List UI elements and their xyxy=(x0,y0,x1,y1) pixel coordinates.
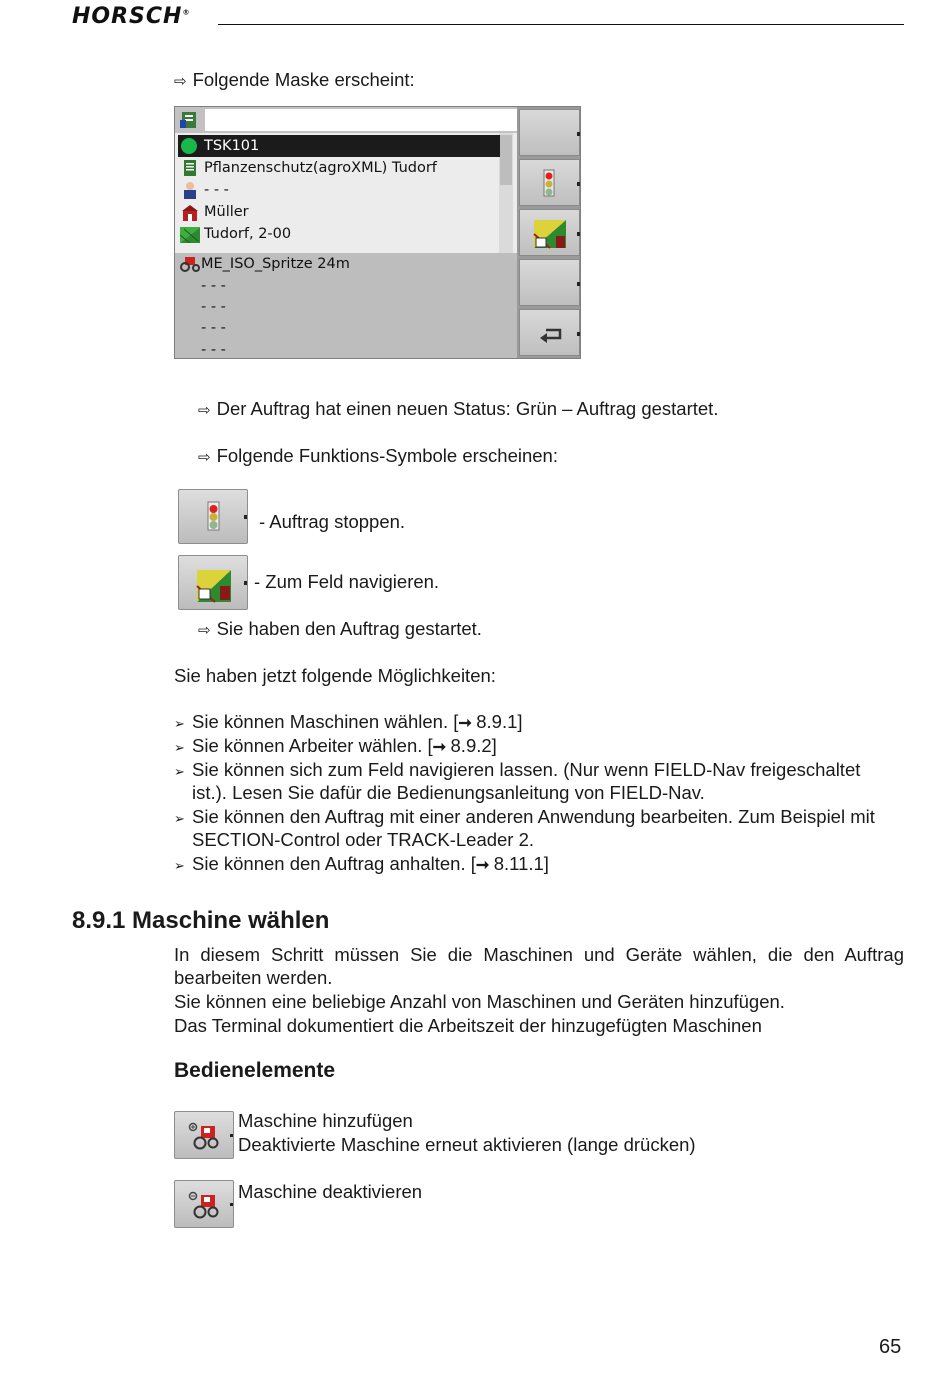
result-started-line: ⇨ Sie haben den Auftrag gestartet. xyxy=(198,618,482,639)
possibilities-intro: Sie haben jetzt folgende Möglichkeiten: xyxy=(174,665,496,686)
status-green-icon xyxy=(180,137,200,155)
traffic-light-icon xyxy=(179,490,247,543)
add-machine-icon xyxy=(175,1112,233,1158)
stop-task-button[interactable] xyxy=(178,489,248,544)
machine-row-empty: - - - xyxy=(201,299,226,315)
navigate-field-description: - Zum Feld navigieren. xyxy=(254,571,440,592)
bullet-arrow-icon: ➢ xyxy=(174,764,185,779)
task-name-row[interactable]: TSK101 xyxy=(178,135,500,157)
section-paragraph: Sie können eine beliebige Anzahl von Maschinen und Geräten hinzufügen. xyxy=(174,991,785,1012)
result-arrow-icon: ⇨ xyxy=(198,402,211,419)
bullet-arrow-icon: ➢ xyxy=(174,740,185,755)
add-machine-button[interactable] xyxy=(174,1111,234,1159)
result-arrow-icon: ⇨ xyxy=(174,73,187,90)
deactivate-machine-icon xyxy=(175,1181,233,1227)
scrollbar-thumb[interactable] xyxy=(500,135,512,185)
header-rule xyxy=(218,24,904,25)
deactivate-machine-label: Maschine deaktivieren xyxy=(238,1181,423,1202)
page-number: 65 xyxy=(879,1336,902,1358)
terminal-title-field xyxy=(205,109,517,131)
traffic-light-icon xyxy=(520,160,581,207)
result-arrow-icon: ⇨ xyxy=(198,449,211,466)
return-icon xyxy=(520,310,581,357)
horsch-logo: HORSCH® xyxy=(72,4,191,29)
section-paragraph: bearbeiten werden. xyxy=(174,967,333,988)
navigate-field-button[interactable] xyxy=(178,555,248,610)
section-heading: 8.9.1 Maschine wählen xyxy=(72,907,330,934)
section-paragraph: In diesem Schritt müssen Sie die Maschinen und Geräte wählen, die den Auftrag xyxy=(174,944,904,965)
field-navigation-icon xyxy=(179,556,247,609)
bullet-item: ➢ Sie können Arbeiter wählen. [➞ 8.9.2] xyxy=(174,734,497,760)
result-status-line: ⇨ Der Auftrag hat einen neuen Status: Grün – Auftrag gestartet. xyxy=(198,398,719,419)
customer-row[interactable]: Pflanzenschutz(agroXML) Tudorf xyxy=(178,157,500,179)
field-row[interactable]: Tudorf, 2-00 xyxy=(178,223,500,245)
bullet-arrow-icon: ➢ xyxy=(174,858,185,873)
bullet-item: ➢ Sie können sich zum Feld navigieren lassen. (Nur wenn FIELD-Nav freigeschaltet xyxy=(174,758,860,784)
farm-icon xyxy=(180,203,200,221)
softkey-empty-2[interactable] xyxy=(519,259,580,306)
cross-reference-arrow-icon: ➞ xyxy=(432,739,451,756)
cross-reference-link[interactable]: 8.9.1] xyxy=(476,711,523,732)
cross-reference-arrow-icon: ➞ xyxy=(458,715,477,732)
machine-row-empty: - - - xyxy=(201,320,226,336)
machine-row[interactable]: ME_ISO_Spritze 24m xyxy=(201,256,350,272)
cross-reference-link[interactable]: 8.11.1] xyxy=(493,853,549,874)
section-paragraph: Das Terminal dokumentiert die Arbeitszeit der hinzugefügten Maschinen xyxy=(174,1015,762,1036)
controls-heading: Bedienelemente xyxy=(174,1059,336,1082)
stop-task-description: - Auftrag stoppen. xyxy=(259,511,406,532)
machine-row-empty: - - - xyxy=(201,278,226,294)
intro-line: ⇨ Folgende Maske erscheint: xyxy=(174,69,415,90)
cross-reference-link[interactable]: 8.9.2] xyxy=(450,735,497,756)
result-arrow-icon: ⇨ xyxy=(198,622,211,639)
worker-icon xyxy=(180,181,200,199)
reactivate-machine-label: Deaktivierte Maschine erneut aktivieren (lange drücken) xyxy=(238,1134,696,1155)
farm-row[interactable]: Müller xyxy=(178,201,500,223)
worker-row[interactable]: - - - xyxy=(178,179,500,201)
deactivate-machine-button[interactable] xyxy=(174,1180,234,1228)
stop-task-softkey[interactable] xyxy=(519,159,580,206)
softkey-bar xyxy=(517,107,581,359)
bullet-item-continuation: ist.). Lesen Sie dafür die Bedienungsanleitung von FIELD-Nav. xyxy=(192,782,705,803)
bullet-item: ➢ Sie können den Auftrag mit einer anderen Anwendung bearbeiten. Zum Beispiel mit xyxy=(174,805,875,831)
result-symbols-line: ⇨ Folgende Funktions-Symbole erscheinen: xyxy=(198,445,558,466)
machine-row-empty: - - - xyxy=(201,342,226,358)
bullet-item: ➢ Sie können den Auftrag anhalten. [➞ 8.11.1] xyxy=(174,852,549,878)
tractor-icon xyxy=(179,254,201,272)
terminal-screenshot xyxy=(174,106,581,359)
back-softkey[interactable] xyxy=(519,309,580,356)
bullet-arrow-icon: ➢ xyxy=(174,811,185,826)
bullet-item: ➢ Sie können Maschinen wählen. [➞ 8.9.1] xyxy=(174,710,523,736)
softkey-empty-1[interactable] xyxy=(519,109,580,156)
navigate-field-softkey[interactable] xyxy=(519,209,580,256)
cross-reference-arrow-icon: ➞ xyxy=(475,857,494,874)
field-navigation-icon xyxy=(520,210,581,257)
field-icon xyxy=(180,225,200,243)
document-icon xyxy=(180,159,200,177)
bullet-item-continuation: SECTION-Control oder TRACK-Leader 2. xyxy=(192,829,535,850)
add-machine-label: Maschine hinzufügen xyxy=(238,1110,413,1131)
bullet-arrow-icon: ➢ xyxy=(174,716,185,731)
task-list-icon xyxy=(179,110,201,130)
